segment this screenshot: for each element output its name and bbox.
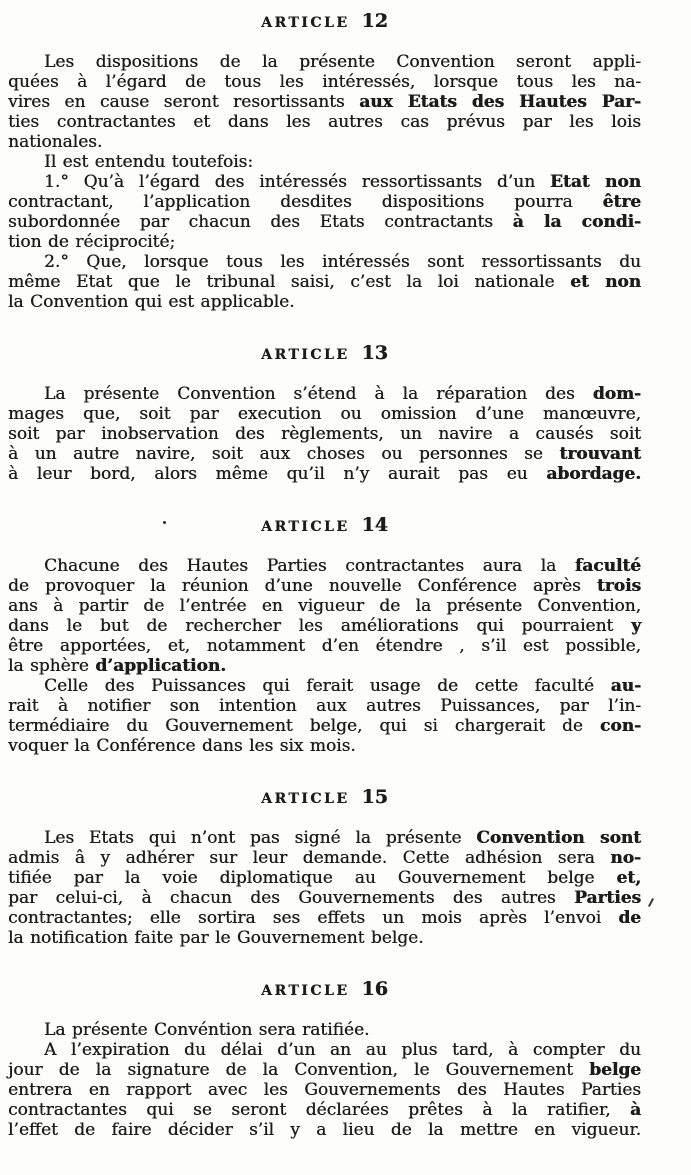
text-line: jour de la signature de la Convention, le Gouvernement belge [8,1060,641,1080]
text-line: la notification faite par le Gouvernement belge. [8,928,424,948]
text-line: entrera en rapport avec les Gouvernements des Hautes Parties [8,1080,641,1100]
text-line: Il est entendu toutefois: [44,152,253,172]
article-heading-number: 14 [361,514,388,536]
article-14 [8,512,641,756]
article-heading-number: 15 [361,786,388,808]
text-line: mages que, soit par execution ou omission d’une manœuvre, [8,404,641,424]
article-heading [8,8,641,34]
text-line: même Etat que le tribunal saisi, c’est la loi nationale et non [8,272,641,292]
text-line: à un autre navire, soit aux choses ou personnes se trouvant [8,444,641,464]
article-heading-number: 13 [361,342,388,364]
text-line: être apportées, et, notamment d’en étendre , s’il est possible, [8,636,641,656]
text-line: nationales. [8,132,103,152]
text-line: ties contractantes et dans les autres cas prévus par les lois [8,112,641,132]
text-line: contractant, l’application desdites dispositions pourra être [8,192,641,212]
paragraph [8,52,641,152]
text-line: voquer la Conférence dans les six mois. [8,736,356,756]
article-heading [8,512,641,538]
article-12 [8,8,641,312]
paragraph [8,1040,641,1140]
text-line: 2.° Que, lorsque tous les intéressés sont ressortissants du [44,252,641,272]
ink-dot-artifact [163,521,166,524]
article-heading-number: 16 [361,978,388,1000]
text-line: contractantes qui se seront déclarées prêtes à la ratifier, à [8,1100,641,1120]
text-line: 1.° Qu’à l’égard des intéressés ressortissants d’un Etat non [44,172,641,192]
paragraph [8,172,641,252]
article-heading-label: ARTICLE [261,791,350,807]
paragraph [8,1020,641,1040]
text-line: Chacune des Hautes Parties contractantes aura la faculté [44,556,641,576]
article-heading [8,784,641,810]
text-line: tifiée par la voie diplomatique au Gouvernement belge et, [8,868,641,888]
text-line: quées à l’égard de tous les intéressés, lorsque tous les na- [8,72,641,92]
text-line: Les Etats qui n’ont pas signé la présente Convention sont [44,828,641,848]
text-line: la Convention qui est applicable. [8,292,295,312]
text-line: l’effet de faire décider s’il y a lieu de la mettre en vigueur. [8,1120,641,1140]
article-heading [8,340,641,366]
article-13 [8,340,641,484]
article-heading-number: 12 [361,10,388,32]
text-line: vires en cause seront resortissants aux Etats des Hautes Par- [8,92,641,112]
article-16 [8,976,641,1140]
text-line: admis â y adhérer sur leur demande. Cette adhésion sera no- [8,848,641,868]
paragraph [8,556,641,676]
article-15 [8,784,641,948]
text-line: rait à notifier son intention aux autres Puissances, par l’in- [8,696,641,716]
text-line: ans à partir de l’entrée en vigueur de la présente Convention, [8,596,641,616]
paragraph [8,828,641,948]
text-line: par celui-ci, à chacun des Gouvernements des autres Parties [8,888,641,908]
text-line: de provoquer la réunion d’une nouvelle Conférence après trois [8,576,641,596]
ink-tick-artifact [648,898,654,907]
text-line: soit par inobservation des règlements, un navire a causés soit [8,424,641,444]
text-line: La présente Convention s’étend à la réparation des dom- [44,384,641,404]
text-line: Celle des Puissances qui ferait usage de cette faculté au- [44,676,641,696]
text-line: subordonnée par chacun des Etats contractants à la condi- [8,212,641,232]
text-line: A l’expiration du délai d’un an au plus tard, à compter du [44,1040,641,1060]
text-line: Les dispositions de la présente Convention seront appli- [44,52,641,72]
text-line: La présente Convéntion sera ratifiée. [44,1020,370,1040]
text-line: tion de réciprocité; [8,232,176,252]
text-line: la sphère d’application. [8,656,226,676]
article-heading [8,976,641,1002]
paragraph [8,384,641,484]
paragraph [8,676,641,756]
article-heading-label: ARTICLE [261,983,350,999]
article-heading-label: ARTICLE [261,347,350,363]
paragraph [8,152,641,172]
article-heading-label: ARTICLE [261,15,350,31]
text-line: contractantes; elle sortira ses effets un mois après l’envoi de [8,908,641,928]
article-heading-label: ARTICLE [261,519,350,535]
paragraph [8,252,641,312]
text-line: dans le but de rechercher les améliorations qui pourraient y [8,616,641,636]
text-line: termédiaire du Gouvernement belge, qui si chargerait de con- [8,716,641,736]
articles-container [8,8,641,1140]
text-line: à leur bord, alors même qu’il n’y aurait pas eu abordage. [8,464,641,484]
